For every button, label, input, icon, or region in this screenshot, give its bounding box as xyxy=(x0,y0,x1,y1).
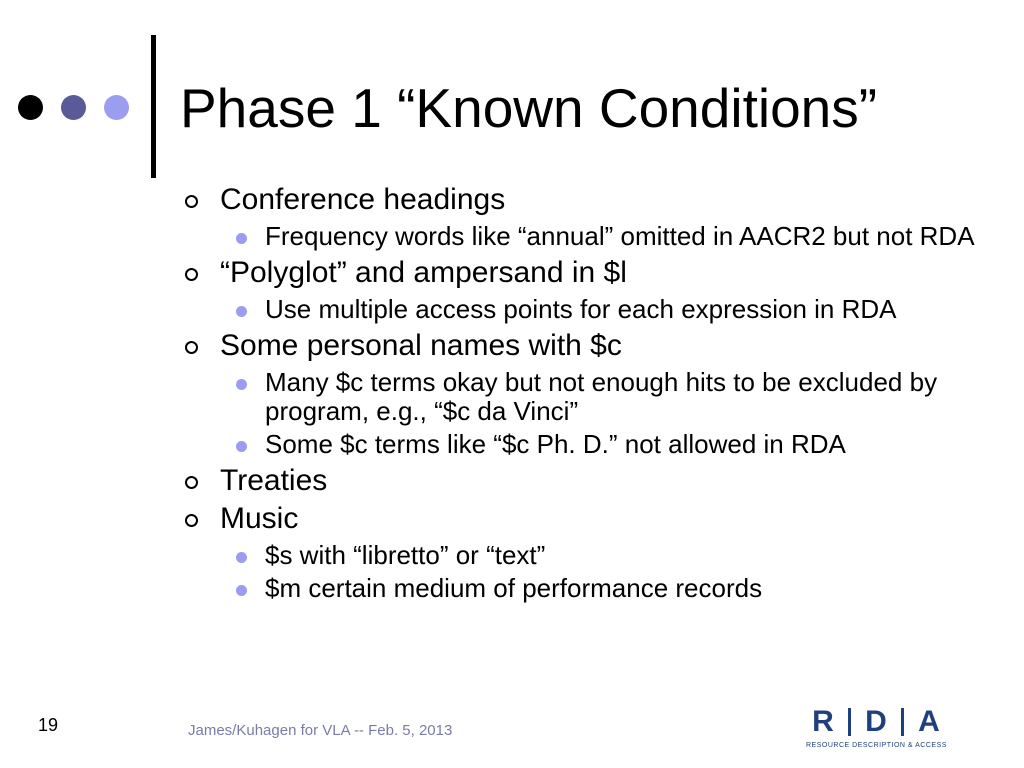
filled-circle-bullet-icon xyxy=(236,441,247,452)
rda-logo xyxy=(806,706,958,754)
sub-bullet-item xyxy=(230,574,985,603)
sub-bullet-item xyxy=(230,295,985,324)
filled-circle-bullet-icon xyxy=(236,233,247,244)
sub-bullet-text: Frequency words like “annual” omitted in AACR2 but not RDA xyxy=(265,221,975,251)
sub-bullet-item xyxy=(230,222,985,251)
hollow-circle-bullet-icon xyxy=(185,195,198,208)
logo-separator xyxy=(848,708,851,736)
hollow-circle-bullet-icon xyxy=(185,514,198,527)
bullet-item xyxy=(185,182,985,218)
logo-letter: R xyxy=(812,705,834,738)
filled-circle-bullet-icon xyxy=(236,306,247,317)
bullet-item xyxy=(185,328,985,364)
sub-bullet-text: Use multiple access points for each expression in RDA xyxy=(265,294,897,324)
sub-bullet-text: Many $c terms okay but not enough hits to be excluded by program, e.g., “$c da Vinci” xyxy=(265,367,938,426)
bullet-item xyxy=(185,255,985,291)
filled-circle-bullet-icon xyxy=(236,552,247,563)
decorative-dot-lavender-icon xyxy=(104,95,129,120)
logo-letter: D xyxy=(865,705,887,738)
sub-bullet-item xyxy=(230,541,985,570)
bullet-text: Music xyxy=(220,502,299,535)
sub-bullet-item xyxy=(230,430,985,459)
rda-logo-mark xyxy=(806,706,958,738)
bullet-list xyxy=(185,180,985,607)
logo-tagline: RESOURCE DESCRIPTION & ACCESS xyxy=(806,742,947,749)
slide-title: Phase 1 “Known Conditions” xyxy=(180,77,878,139)
hollow-circle-bullet-icon xyxy=(185,268,198,281)
bullet-text: Conference headings xyxy=(220,183,506,216)
logo-separator xyxy=(901,708,904,736)
bullet-text: “Polyglot” and ampersand in $l xyxy=(220,256,627,289)
filled-circle-bullet-icon xyxy=(236,585,247,596)
bullet-item xyxy=(185,463,985,499)
footer-text: James/Kuhagen for VLA -- Feb. 5, 2013 xyxy=(188,722,453,739)
bullet-item xyxy=(185,501,985,537)
slide-number: 19 xyxy=(38,715,59,735)
sub-bullet-text: Some $c terms like “$c Ph. D.” not allowed in RDA xyxy=(265,429,846,459)
bullet-text: Treaties xyxy=(220,464,328,497)
sub-bullet-item xyxy=(230,368,985,426)
sub-bullet-text: $m certain medium of performance records xyxy=(265,573,763,603)
decorative-dot-black-icon xyxy=(18,95,43,120)
filled-circle-bullet-icon xyxy=(236,379,247,390)
hollow-circle-bullet-icon xyxy=(185,476,198,489)
sub-bullet-text: $s with “libretto” or “text” xyxy=(265,540,546,570)
hollow-circle-bullet-icon xyxy=(185,341,198,354)
title-divider xyxy=(151,35,156,178)
decorative-dot-purple-icon xyxy=(61,95,86,120)
bullet-text: Some personal names with $c xyxy=(220,329,622,362)
logo-letter: A xyxy=(918,705,940,738)
